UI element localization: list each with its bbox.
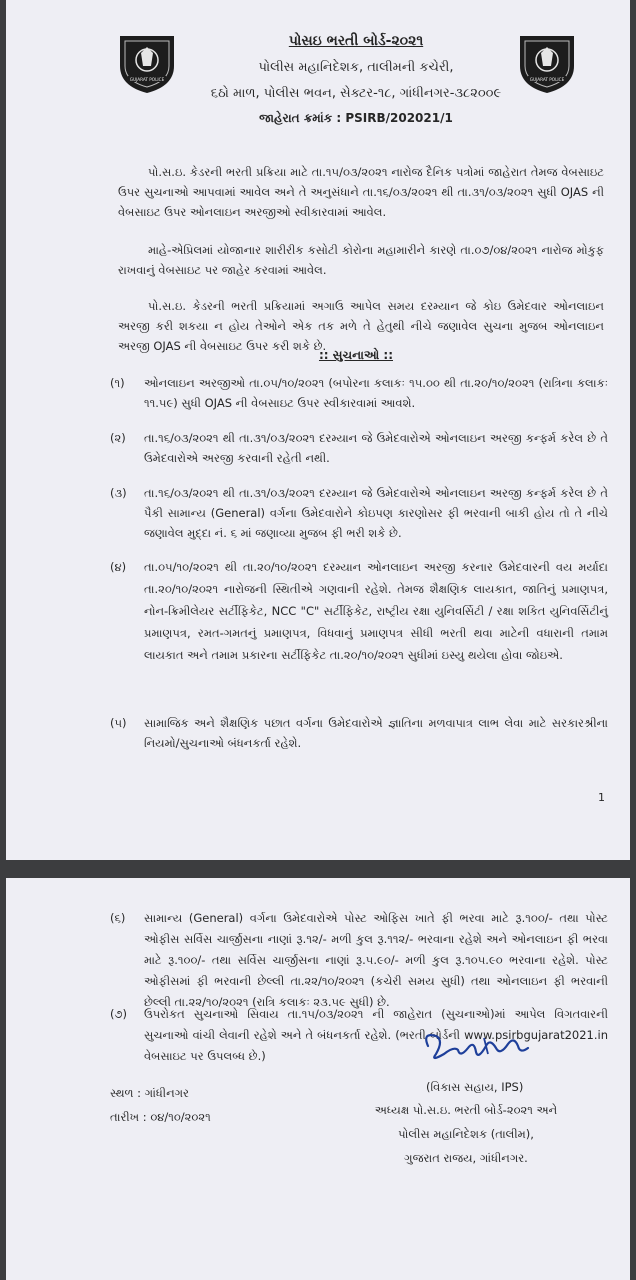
office-address: ૬ઠો માળ, પોલીસ ભવન, સેક્ટર-૧૮, ગાંધીનગર-૩૮૨૦૦૯	[210, 86, 502, 101]
gujarat-police-seal-left	[114, 30, 180, 96]
date-label: તારીખ : ૦૪/૧૦/૨૦૨૧	[110, 1110, 211, 1124]
instructions-heading: :: સુચનાઓ ::	[318, 348, 393, 362]
instruction-item-4	[110, 556, 608, 666]
instruction-item-1	[110, 373, 608, 413]
instruction-item-2	[110, 428, 608, 468]
item-text: સામાજિક અને શૈક્ષણિક પછાત વર્ગના ઉમેદવારોએ જ્ઞાતિના મળવાપાત્ર લાભ લેવા માટે સરકારશ્રીના નિયમો/સુચનાઓ બંધનકર્તા રહેશે.	[144, 716, 608, 750]
item-text: ઉપરોકત સુચનાઓ સિવાય તા.૧૫/૦૩/૨૦૨૧ ની જાહેરાત (સુચનાઓ)માં આપેલ વિગતવારની સુચનાઓ વાંચી લેવાની રહેશે અને તે બંધનકર્તા રહેશે. (ભરતી બોર્ડની www.psirbgujarat2021.in વેબસાઇટ પર ઉપલબ્ધ છે.)	[144, 1007, 608, 1063]
item-text: તા.૧૬/૦૩/૨૦૨૧ થી તા.૩૧/૦૩/૨૦૨૧ દરમ્યાન જે ઉમેદવારોએ ઓનલાઇન અરજી કન્ફર્મ કરેલ છે તે ઉમેદવારોએ અરજી કરવાની રહેતી નથી.	[144, 431, 608, 465]
page-number: 1	[598, 791, 605, 804]
designation-line-1: અધ્યક્ષ પો.સ.ઇ. ભરતી બોર્ડ-૨૦૨૧ અને	[374, 1103, 558, 1117]
office-name: પોલીસ મહાનિદેશક, તાલીમની કચેરી,	[258, 60, 454, 75]
instruction-item-5	[110, 713, 608, 753]
intro-paragraph-3: પો.સ.ઇ. કેડરની ભરતી પ્રક્રિયામાં અગાઉ આપેલ સમય દરમ્યાન જે કોઇ ઉમેદવાર ઓનલાઇન અરજી કરી શકયા ન હોય તેઓને એક તક મળે તે હેતુથી નીચે જણાવેલ સુચના મુજબ ઓનલાઇન અરજી OJAS ની વેબસાઇટ ઉપર કરી શકે છે.	[118, 299, 604, 353]
svg-text:GUJARAT POLICE: GUJARAT POLICE	[529, 77, 565, 82]
instruction-item-3	[110, 483, 608, 543]
item-number: (૬)	[110, 911, 126, 925]
handwritten-signature	[414, 1024, 544, 1070]
item-text: ઓનલાઇન અરજીઓ તા.૦૫/૧૦/૨૦૨૧ (બપોરના કલાકઃ ૧૫.૦૦ થી તા.૨૦/૧૦/૨૦૨૧ (રાત્રિના કલાકઃ ૧૧.૫૯) સુધી OJAS ની વેબસાઇટ ઉપર સ્વીકારવામાં આવશે.	[144, 376, 608, 410]
item-number: (૧)	[110, 376, 125, 390]
item-number: (૭)	[110, 1007, 127, 1021]
place-label: સ્થળ : ગાંધીનગર	[110, 1086, 189, 1100]
item-number: (૩)	[110, 486, 127, 500]
item-number: (૨)	[110, 431, 126, 445]
intro-paragraph-1: પો.સ.ઇ. કેડરની ભરતી પ્રક્રિયા માટે તા.૧૫/૦૩/૨૦૨૧ નારોજ દૈનિક પત્રોમાં જાહેરાત તેમજ વેબસાઇટ ઉપર સુચનાઓ આપવામાં આવેલ અને તે અનુસંધાને તા.૧૬/૦૩/૨૦૨૧ થી તા.૩૧/૦૩/૨૦૨૧ સુધી OJAS ની વેબસાઇટ ઉપર ઓનલાઇન અરજીઓ સ્વીકારવામાં આવેલ.	[118, 165, 604, 219]
item-text: તા.૦૫/૧૦/૨૦૨૧ થી તા.૨૦/૧૦/૨૦૨૧ દરમ્યાન ઓનલાઇન અરજી કરનાર ઉમેદવારની વય મર્યાદા તા.૨૦/૧૦/૨૦૨૧ નારોજની સ્થિતીએ ગણવાની રહેશે. તેમજ શૈક્ષણિક લાયકાત, જાતિનું પ્રમાણપત્ર, નોન-ક્રિમીલેયર સર્ટીફિકેટ, NCC "C" સર્ટીફિકેટ, રાષ્ટ્રીય રક્ષા યુનિવર્સિટી / રક્ષા શકિત યુનિવર્સિટીનું પ્રમાણપત્ર, રમત-ગમતનું પ્રમાણપત્ર, વિધવાનું પ્રમાણપત્ર સીધી ભરતી થવા માટેની વધારાની તમામ લાયકાત અને તમામ પ્રકારના સર્ટીફિકેટ તા.૨૦/૧૦/૨૦૨૧ સુધીમાં ઇસ્યુ થયેલા હોવા જોઇએ.	[144, 560, 608, 662]
board-title: પોસઇ ભરતી બોર્ડ-૨૦૨૧	[288, 33, 424, 49]
item-number: (૫)	[110, 716, 127, 730]
document-page-2	[6, 878, 630, 1280]
gujarat-police-seal-right	[514, 30, 580, 96]
item-text: તા.૧૬/૦૩/૨૦૨૧ થી તા.૩૧/૦૩/૨૦૨૧ દરમ્યાન જે ઉમેદવારોએ ઓનલાઇન અરજી કન્ફર્મ કરેલ છે તે પૈકી સામાન્ય (General) વર્ગના ઉમેદવારોને કોઇપણ કારણોસર ફી ભરવાની બાકી હોય તો તે નીચે જણાવેલ મુદ્દા નં. ૬ માં જણાવ્યા મુજબ ફી ભરી શકે છે.	[144, 486, 608, 540]
svg-text:GUJARAT POLICE: GUJARAT POLICE	[129, 77, 165, 82]
advertisement-number: જાહેરાત ક્રમાંક : PSIRB/202021/1	[259, 111, 453, 125]
instruction-item-6	[110, 908, 608, 1013]
intro-paragraph-2: માહે-એપ્રિલમાં યોજાનાર શારીરીક કસોટી કોરોના મહામારીને કારણે તા.૦૭/૦૪/૨૦૨૧ નારોજ મોકુફ રાખવાનું વેબસાઇટ પર જાહેર કરવામાં આવેલ.	[118, 243, 604, 277]
signatory-name: (વિકાસ સહાય, IPS)	[426, 1080, 524, 1094]
item-number: (૪)	[110, 560, 127, 574]
item-text: સામાન્ય (General) વર્ગના ઉમેદવારોએ પોસ્ટ ઓફિસ ખાતે ફી ભરવા માટે રૂ.૧૦૦/- તથા પોસ્ટ ઓફીસ સર્વિસ ચાર્જીસના નાણાં રૂ.૧૨/- મળી કુલ રૂ.૧૧૨/- ભરવાના રહેશે અને ઓનલાઇન ફી ભરવા માટે રૂ.૧૦૦/- તથા સર્વિસ ચાર્જીસના નાણાં રૂ.૫.૯૦/- મળી કુલ રૂ.૧૦૫.૯૦ ભરવાના રહેશે. પોસ્ટ ઓફીસમાં ફી ભરવાની છેલ્લી તા.૨૨/૧૦/૨૦૨૧ (કચેરી સમય સુધી) તથા ઓનલાઇન ફી ભરવાની છેલ્લી તા.૨૨/૧૦/૨૦૨૧ (રાત્રિ કલાકઃ ૨૩.૫૯ સુધી) છે.	[144, 911, 608, 1009]
document-page-1	[6, 0, 630, 860]
designation-line-3: ગુજરાત રાજય, ગાંધીનગર.	[404, 1151, 528, 1165]
designation-line-2: પોલીસ મહાનિદેશક (તાલીમ),	[398, 1127, 534, 1141]
